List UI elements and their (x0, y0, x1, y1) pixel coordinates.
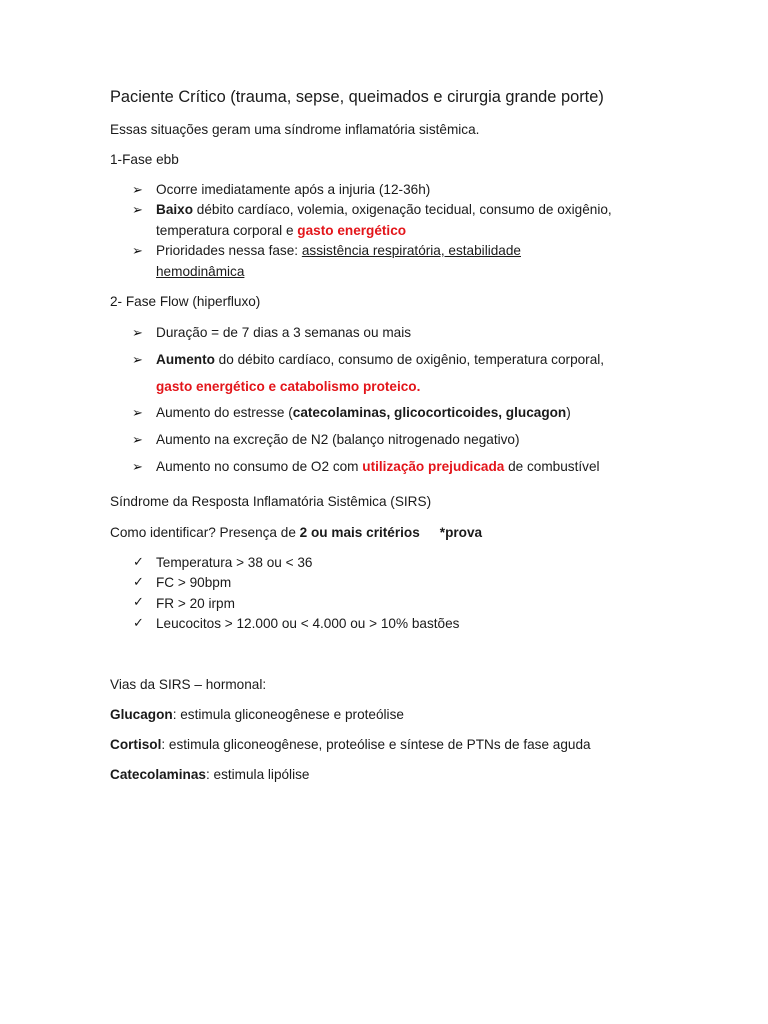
criterion-1: Temperatura > 38 ou < 36 (156, 555, 313, 570)
arrowhead-bullet-icon: ➢ (132, 243, 143, 258)
flow-item-2-text: do débito cardíaco, consumo de oxigênio, temperatura corporal, (214, 352, 605, 367)
check-icon: ✓ (133, 574, 144, 589)
glucagon-label: Glucagon (110, 707, 173, 722)
page-title: Paciente Crítico (trauma, sepse, queimados e cirurgia grande porte) (110, 88, 604, 106)
catecolaminas-text: : estimula lipólise (205, 767, 310, 782)
sirs-identify (110, 524, 482, 542)
flow-item-5-end: de combustível (504, 459, 600, 474)
sirs-identify-text: Como identificar? Presença de (110, 525, 300, 540)
arrowhead-bullet-icon: ➢ (132, 182, 143, 197)
ebb-item-3 (156, 240, 521, 261)
criterion-3: FR > 20 irpm (156, 596, 235, 611)
intro-paragraph: Essas situações geram uma síndrome inflamatória sistêmica. (110, 122, 480, 137)
cortisol-text: : estimula gliconeogênese, proteólise e síntese de PTNs de fase aguda (161, 737, 591, 752)
check-icon: ✓ (133, 615, 144, 630)
ebb-item-3-text: Prioridades nessa fase: (156, 243, 302, 258)
criterion-4: Leucocitos > 12.000 ou < 4.000 ou > 10% bastões (156, 616, 460, 631)
sirs-identify-bold: 2 ou mais critérios (299, 525, 420, 540)
ebb-item-3-underline-1: assistência respiratória, estabilidade (301, 243, 521, 258)
flow-item-2-bold: Aumento (156, 352, 215, 367)
arrowhead-bullet-icon: ➢ (132, 432, 143, 447)
flow-item-1: Duração = de 7 dias a 3 semanas ou mais (156, 325, 412, 340)
glucagon-text: : estimula gliconeogênese e proteólise (172, 707, 404, 722)
flow-item-4: Aumento na excreção de N2 (balanço nitrogenado negativo) (156, 432, 520, 447)
ebb-item-2-line2 (156, 220, 406, 241)
ebb-item-2-red: gasto energético (297, 223, 407, 238)
arrowhead-bullet-icon: ➢ (132, 325, 143, 340)
cortisol-line (110, 736, 591, 754)
flow-item-3 (156, 402, 571, 423)
check-icon: ✓ (133, 594, 144, 609)
flow-item-5 (156, 456, 600, 477)
glucagon-line (110, 706, 404, 724)
cortisol-label: Cortisol (110, 737, 162, 752)
catecolaminas-line (110, 766, 309, 784)
prova-note: *prova (439, 525, 483, 540)
ebb-item-2 (156, 199, 612, 220)
check-icon: ✓ (133, 554, 144, 569)
flow-item-5-text: Aumento no consumo de O2 com (156, 459, 363, 474)
sirs-heading: Síndrome da Resposta Inflamatória Sistêmica (SIRS) (110, 494, 432, 509)
ebb-item-3-line2 (156, 261, 244, 282)
ebb-item-3-underline-2: hemodinâmica (156, 264, 245, 279)
arrowhead-bullet-icon: ➢ (132, 352, 143, 367)
flow-heading: 2- Fase Flow (hiperfluxo) (110, 294, 261, 309)
flow-item-3-end: ) (566, 405, 571, 420)
arrowhead-bullet-icon: ➢ (132, 405, 143, 420)
arrowhead-bullet-icon: ➢ (132, 459, 143, 474)
ebb-item-1: Ocorre imediatamente após a injuria (12-36h) (156, 182, 431, 197)
catecolaminas-label: Catecolaminas (110, 767, 206, 782)
flow-item-2 (156, 349, 604, 370)
criterion-2: FC > 90bpm (156, 575, 232, 590)
flow-item-2-line2 (156, 376, 420, 397)
flow-item-3-text: Aumento do estresse ( (156, 405, 293, 420)
ebb-item-2-text: débito cardíaco, volemia, oxigenação tecidual, consumo de oxigênio, (193, 202, 612, 217)
ebb-item-2-line2-text: temperatura corporal e (156, 223, 298, 238)
flow-item-5-red: utilização prejudicada (362, 459, 505, 474)
flow-item-2-red: gasto energético e catabolismo proteico. (156, 379, 421, 394)
flow-item-3-bold: catecolaminas, glicocorticoides, glucagon (292, 405, 567, 420)
ebb-heading: 1-Fase ebb (110, 152, 179, 167)
hormonal-heading: Vias da SIRS – hormonal: (110, 677, 267, 692)
arrowhead-bullet-icon: ➢ (132, 202, 143, 217)
ebb-item-2-bold: Baixo (156, 202, 194, 217)
